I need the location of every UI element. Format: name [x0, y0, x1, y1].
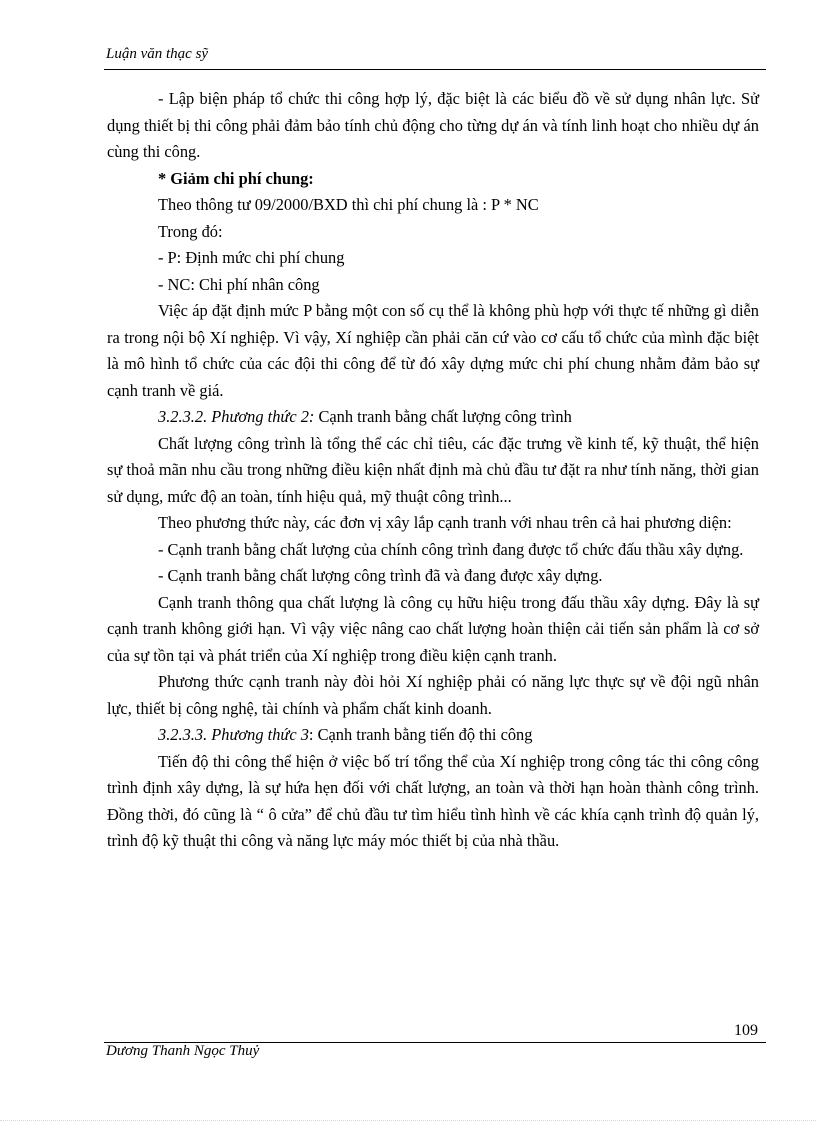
section-heading-method-2 [107, 404, 759, 431]
section-title-method-2: Cạnh tranh bằng chất lượng công trình [314, 407, 572, 426]
list-item-nc-definition: - NC: Chi phí nhân công [158, 274, 320, 294]
paragraph-circular: Theo thông tư 09/2000/BXD thì chi phí chung là : P * NC [158, 195, 539, 214]
footer-author: Dương Thanh Ngọc Thuỷ [106, 1043, 260, 1059]
section-number-method-3: 3.2.3.3. Phương thức 3 [158, 725, 309, 744]
paragraph-schedule: Tiến độ thi công thể hiện ở việc bố trí tổng thể của Xí nghiệp trong công tác thi công công trình định xây dựng, là sự hứa hẹn đối với chất lượng, an toàn và thời hạn hoàn thành công trình. Đồng thời, đó cũng là “ ô cửa” để chủ đầu tư tìm hiểu tình hình về các khía cạnh trình độ quản lý, trình độ kỹ thuật thi công và năng lực máy móc thiết bị của nhà thầu. [107, 751, 759, 850]
page-bottom-edge [0, 1120, 816, 1121]
list-item-quality-built: - Cạnh tranh bằng chất lượng công trình đã và đang được xây dựng. [158, 566, 603, 585]
section-number-method-2: 3.2.3.2. Phương thức 2: [158, 407, 315, 426]
header-divider [104, 69, 766, 70]
section-heading-method-3 [107, 722, 759, 749]
paragraph-capability: Phương thức cạnh tranh này đòi hỏi Xí nghiệp phải có năng lực thực sự về đội ngũ nhân lực, thiết bị công nghệ, tài chính và phẩm chất kinh doanh. [107, 672, 759, 718]
list-item-quality-bidding: - Cạnh tranh bằng chất lượng của chính công trình đang được tổ chức đấu thầu xây dựng. [158, 539, 744, 559]
header-title: Luận văn thạc sỹ [106, 46, 209, 62]
paragraph-overhead-rate: Việc áp đặt định mức P bằng một con số cụ thể là không phù hợp với thực tế những gì diễn ra trong nội bộ Xí nghiệp. Vì vậy, Xí nghiệp cần phải căn cứ vào cơ cấu tổ chức của mình đặc biệt là mô hình tổ chức của các đội thi công để từ đó xây dựng mức chi phí chung nhằm đảm bảo sự cạnh tranh về giá. [107, 301, 759, 400]
page-number: 109 [734, 1022, 758, 1039]
paragraph-quality-definition: Chất lượng công trình là tổng thể các chỉ tiêu, các đặc trưng về kinh tế, kỹ thuật, thể hiện sự thoả mãn nhu cầu trong những điều kiện nhất định mà chủ đầu tư đặt ra như tính năng, thời gian sử dụng, mức độ an toàn, tính hiệu quả, mỹ thuật công trình... [107, 433, 759, 506]
paragraph-labor-plan: - Lập biện pháp tổ chức thi công hợp lý, đặc biệt là các biểu đồ về sử dụng nhân lực. Sử dụng thiết bị thi công phải đảm bảo tính chủ động cho từng dự án và tính linh hoạt cho nhiều dự án cùng thi công. [107, 89, 759, 161]
heading-reduce-overhead: * Giảm chi phí chung: [158, 168, 314, 188]
paragraph-where: Trong đó: [158, 221, 223, 241]
document-body [107, 86, 759, 855]
section-title-method-3: : Cạnh tranh bằng tiến độ thi công [308, 725, 533, 744]
list-item-p-definition: - P: Định mức chi phí chung [158, 248, 345, 267]
paragraph-quality-tool: Cạnh tranh thông qua chất lượng là công cụ hữu hiệu trong đấu thầu xây dựng. Đây là sự cạnh tranh không giới hạn. Vì vậy việc nâng cao chất lượng hoàn thiện cải tiến sản phẩm là cơ sở của sự tồn tại và phát triển của Xí nghiệp trong điều kiện cạnh tranh. [107, 592, 759, 665]
paragraph-two-aspects: Theo phương thức này, các đơn vị xây lắp cạnh tranh với nhau trên cả hai phương diện: [158, 513, 732, 532]
